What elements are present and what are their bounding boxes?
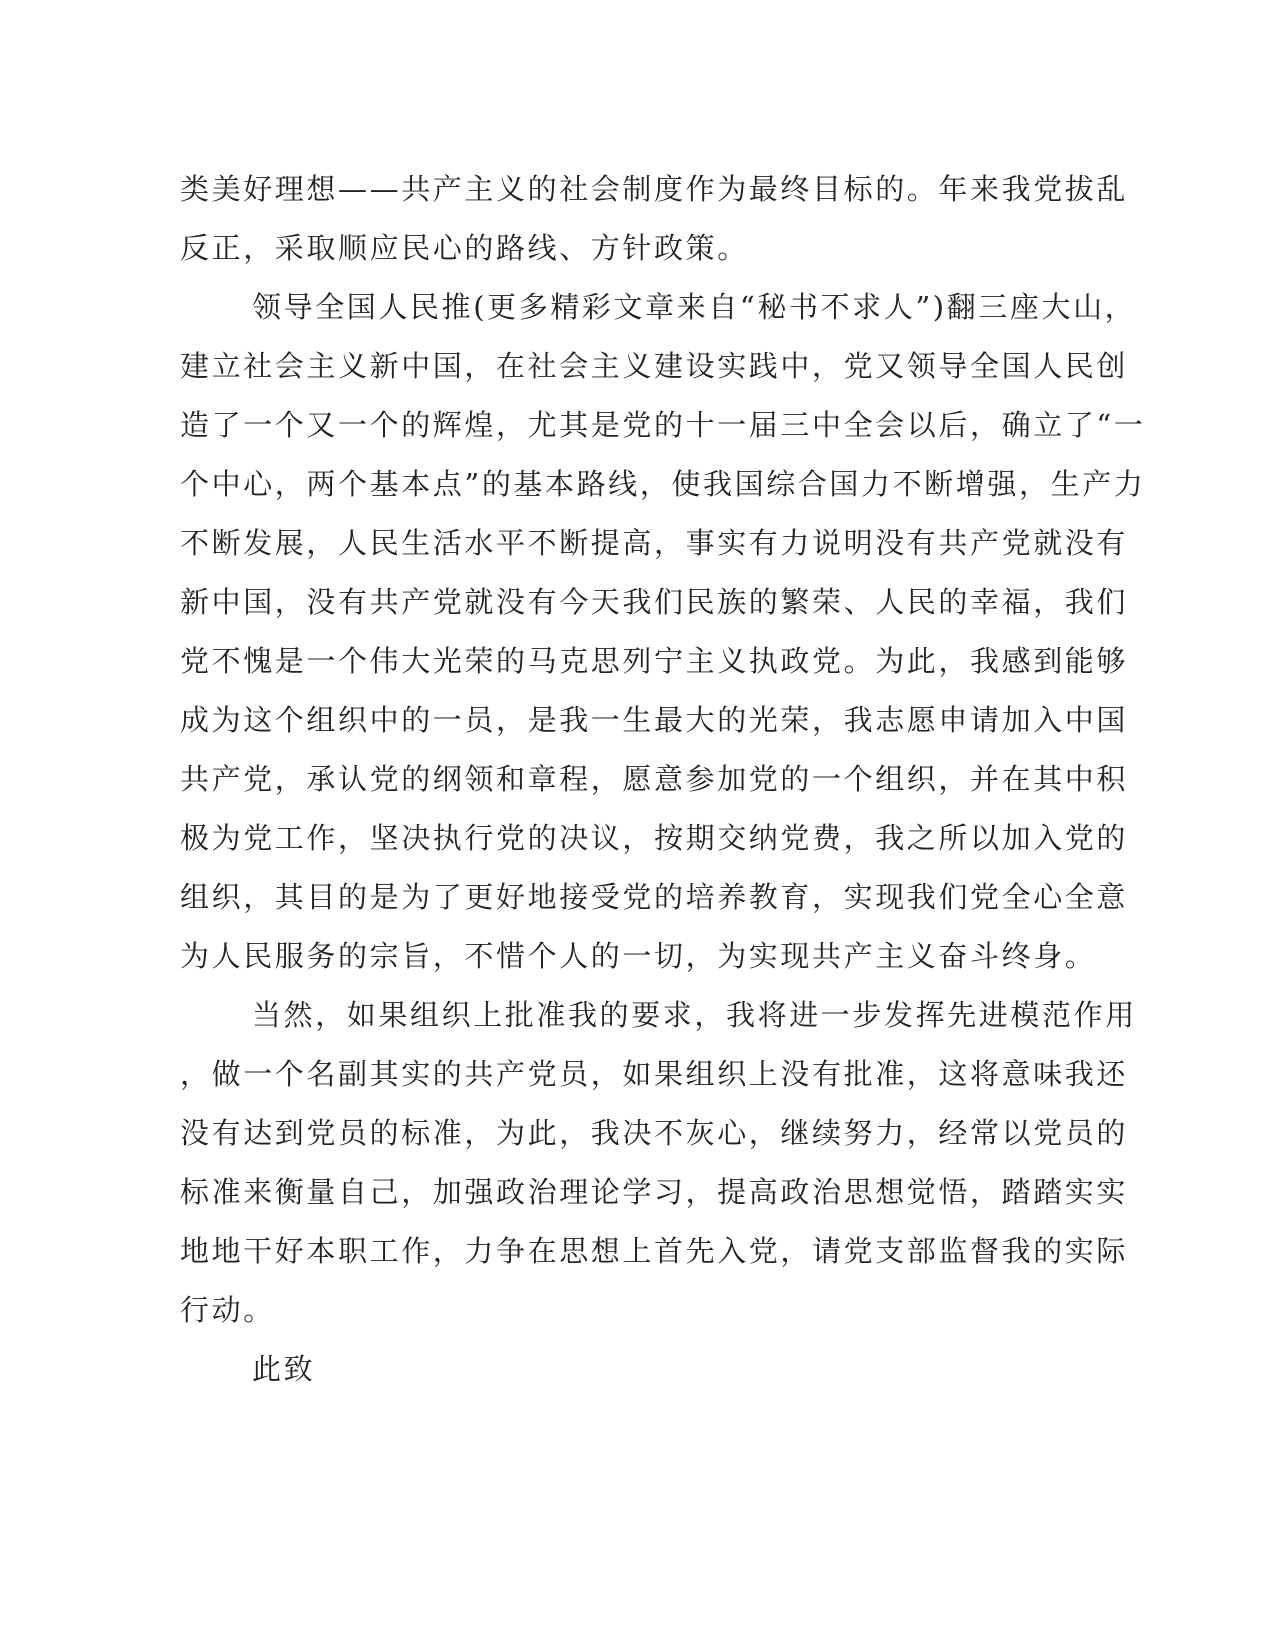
text-line-11: 共产党，承认党的纲领和章程，愿意参加党的一个组织，并在其中积 [180,762,1129,796]
text-line-16: ，做一个名副其实的共产党员，如果组织上没有批准，这将意味我还 [180,1057,1129,1091]
closing-salutation: 此致 [252,1352,316,1386]
paragraph-start-line-15: 当然，如果组织上批准我的要求，我将进一步发挥先进模范作用 [252,998,1137,1032]
text-line-1: 类美好理想——共产主义的社会制度作为最终目标的。年来我党拔乱 [180,172,1129,206]
text-line-2: 反正，采取顺应民心的路线、方针政策。 [180,231,749,265]
text-line-14: 为人民服务的宗旨，不惜个人的一切，为实现共产主义奋斗终身。 [180,939,1097,973]
text-line-17: 没有达到党员的标准，为此，我决不灰心，继续努力，经常以党员的 [180,1116,1129,1150]
text-line-13: 组织，其目的是为了更好地接受党的培养教育，实现我们党全心全意 [180,880,1129,914]
text-line-8: 新中国，没有共产党就没有今天我们民族的繁荣、人民的幸福，我们 [180,585,1129,619]
text-line-5: 造了一个又一个的辉煌，尤其是党的十一届三中全会以后，确立了“一 [180,408,1146,442]
text-line-7: 不断发展，人民生活水平不断提高，事实有力说明没有共产党就没有 [180,526,1129,560]
text-line-9: 党不愧是一个伟大光荣的马克思列宁主义执政党。为此，我感到能够 [180,644,1129,678]
text-line-4: 建立社会主义新中国，在社会主义建设实践中，党又领导全国人民创 [180,349,1129,383]
text-line-12: 极为党工作，坚决执行党的决议，按期交纳党费，我之所以加入党的 [180,821,1129,855]
text-line-6: 个中心，两个基本点”的基本路线，使我国综合国力不断增强，生产力 [180,467,1146,501]
text-line-18: 标准来衡量自己，加强政治理论学习，提高政治思想觉悟，踏踏实实 [180,1175,1129,1209]
paragraph-start-line-3: 领导全国人民推(更多精彩文章来自“秘书不求人”)翻三座大山， [252,290,1137,324]
text-line-20: 行动。 [180,1293,275,1327]
document-body [180,160,1146,1399]
text-line-10: 成为这个组织中的一员，是我一生最大的光荣，我志愿申请加入中国 [180,703,1129,737]
text-line-19: 地地干好本职工作，力争在思想上首先入党，请党支部监督我的实际 [180,1234,1129,1268]
